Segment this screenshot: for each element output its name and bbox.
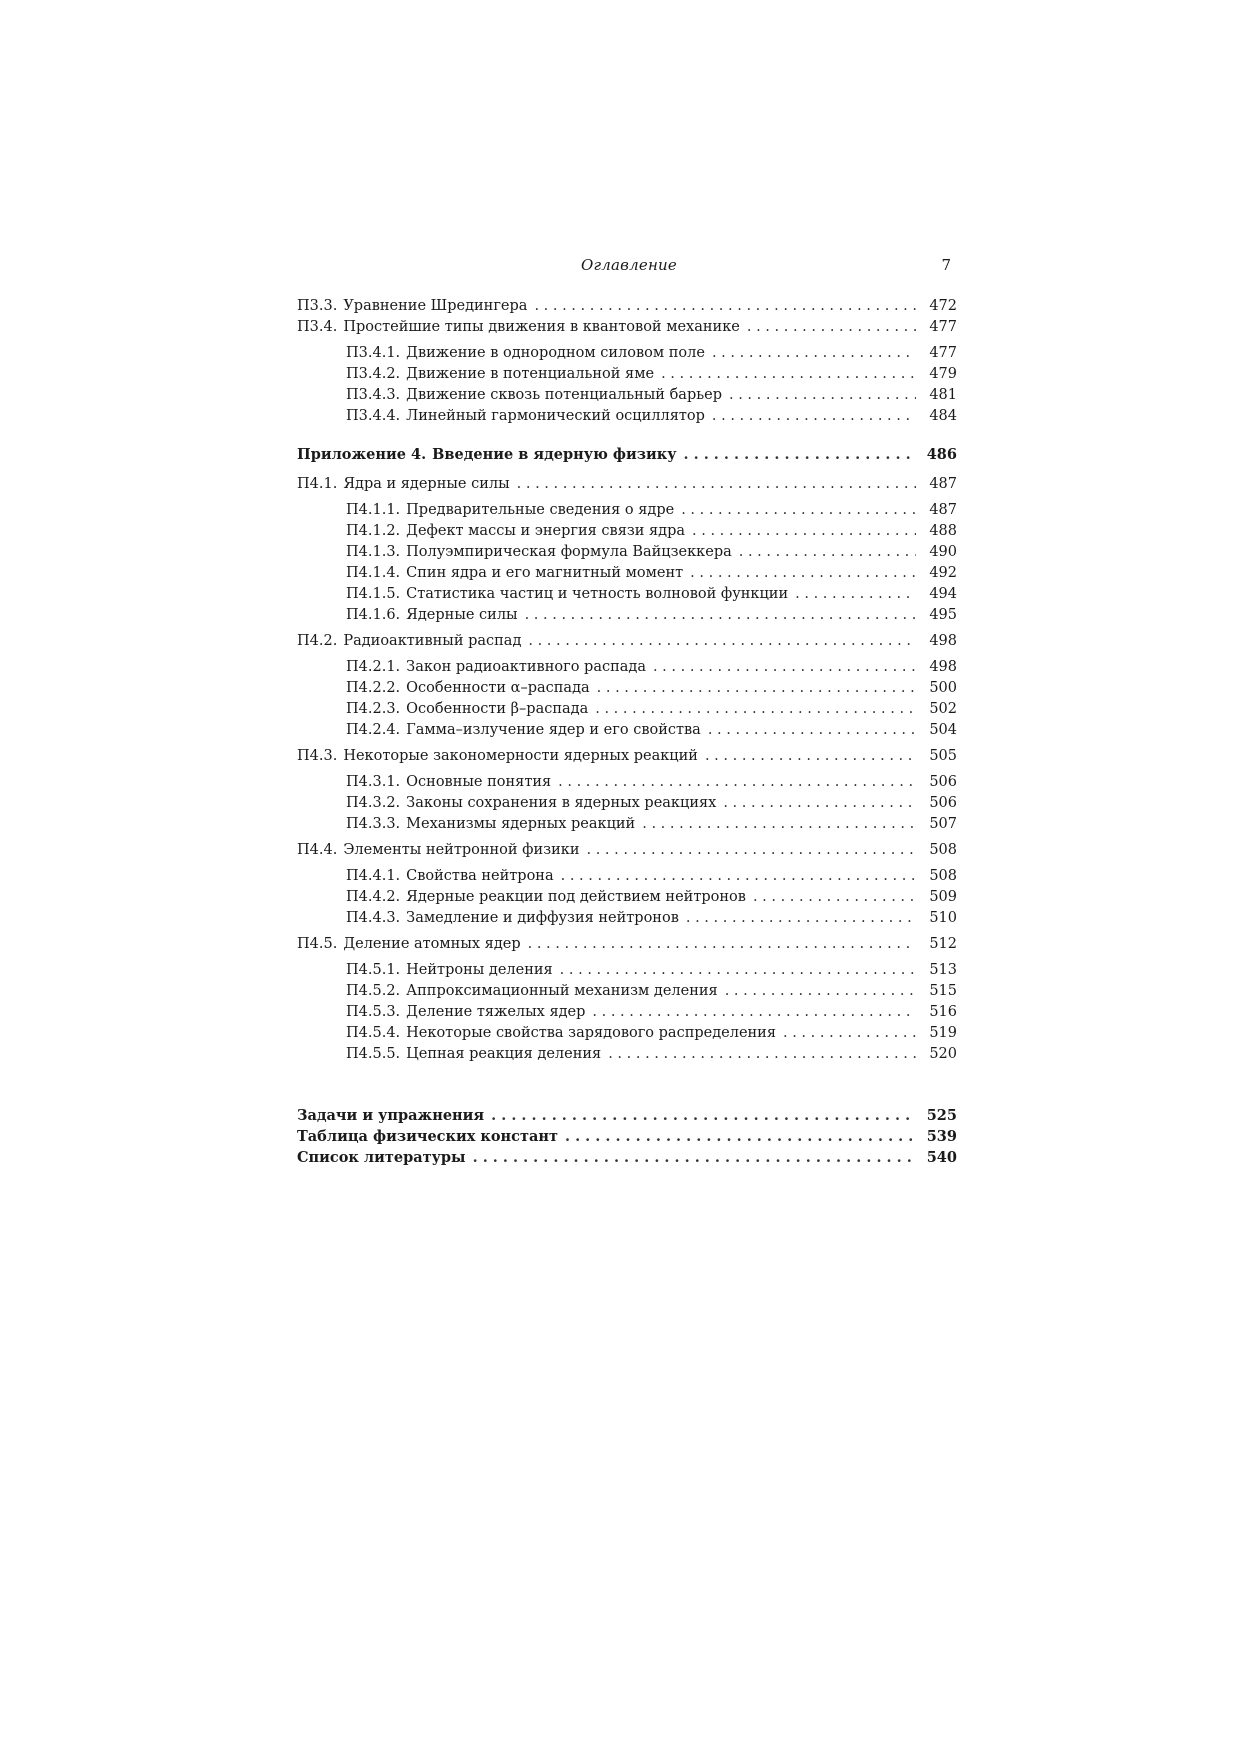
toc-entry[interactable] (297, 584, 961, 605)
toc-entry-page: 505 (929, 748, 957, 764)
toc-entry-page: 507 (929, 816, 957, 832)
table-of-contents (297, 296, 961, 1168)
toc-entry-number: П4.5.4. (346, 1025, 401, 1041)
toc-entry[interactable] (297, 720, 961, 741)
toc-entry-number: П4.3. (297, 748, 338, 764)
dot-leader (565, 1126, 912, 1147)
toc-entry[interactable] (297, 563, 961, 584)
toc-entry-title: Основные понятия (406, 774, 552, 790)
dot-leader (528, 631, 916, 652)
toc-entry-number: П4.3.1. (346, 774, 401, 790)
toc-entry[interactable] (297, 1023, 961, 1044)
toc-entry-page: 509 (929, 889, 957, 905)
toc-entry[interactable] (297, 793, 961, 814)
toc-entry-title: Свойства нейтрона (406, 868, 554, 884)
toc-entry-number: П3.4.2. (346, 366, 401, 382)
toc-entry-number: П4.1.2. (346, 523, 401, 539)
toc-entry-number: П4.5.3. (346, 1004, 401, 1020)
toc-entry-number: П4.4.2. (346, 889, 401, 905)
toc-entry-page: 494 (929, 586, 957, 602)
toc-entry[interactable] (297, 605, 961, 626)
toc-entry-title: Некоторые свойства зарядового распределения (406, 1025, 776, 1041)
dot-leader (534, 296, 916, 317)
toc-entry-number: П4.5.2. (346, 983, 401, 999)
toc-entry[interactable] (297, 1105, 961, 1126)
toc-entry-title: Нейтроны деления (406, 962, 553, 978)
toc-entry-page: 477 (929, 319, 957, 335)
toc-entry[interactable] (297, 1002, 961, 1023)
toc-entry-number: П4.1. (297, 476, 338, 492)
dot-leader (705, 746, 916, 767)
toc-entry-page: 490 (929, 544, 957, 560)
toc-entry-title: Элементы нейтронной физики (343, 842, 580, 858)
toc-entry-number: П4.3.3. (346, 816, 401, 832)
toc-entry-number: П4.5.5. (346, 1046, 401, 1062)
toc-entry-title: Радиоактивный распад (343, 633, 522, 649)
dot-leader (558, 772, 916, 793)
toc-entry-page: 487 (929, 476, 957, 492)
toc-entry-title: Механизмы ядерных реакций (406, 816, 636, 832)
dot-leader (608, 1044, 916, 1065)
toc-entry-title: Особенности β–распада (406, 701, 589, 717)
toc-entry-page: 492 (929, 565, 957, 581)
toc-entry-title: Замедление и диффузия нейтронов (406, 910, 679, 926)
toc-entry-page: 516 (929, 1004, 957, 1020)
toc-entry[interactable] (297, 1126, 961, 1147)
toc-entry-number: П4.2. (297, 633, 338, 649)
toc-entry[interactable] (297, 866, 961, 887)
toc-entry[interactable] (297, 406, 961, 427)
toc-entry-page: 515 (929, 983, 957, 999)
toc-entry-page: 512 (929, 936, 957, 952)
toc-entry[interactable] (297, 444, 961, 465)
toc-entry-number: П4.4.3. (346, 910, 401, 926)
toc-entry-page: 510 (929, 910, 957, 926)
toc-entry-number: П4.1.5. (346, 586, 401, 602)
toc-entry-page: 488 (929, 523, 957, 539)
toc-entry-title: Аппроксимационный механизм деления (406, 983, 718, 999)
toc-entry[interactable] (297, 814, 961, 835)
toc-entry-title: Цепная реакция деления (406, 1046, 602, 1062)
toc-entry-title: Законы сохранения в ядерных реакциях (406, 795, 717, 811)
dot-leader (525, 605, 916, 626)
dot-leader (491, 1105, 912, 1126)
toc-entry[interactable] (297, 343, 961, 364)
toc-entry-title: Закон радиоактивного распада (406, 659, 646, 675)
dot-leader (642, 814, 916, 835)
dot-leader (597, 678, 916, 699)
toc-entry[interactable] (297, 317, 961, 338)
toc-entry[interactable] (297, 500, 961, 521)
toc-entry-page: 508 (929, 842, 957, 858)
toc-entry-page: 481 (929, 387, 957, 403)
toc-entry-page: 506 (929, 795, 957, 811)
dot-leader (712, 406, 916, 427)
toc-entry-number: П3.4.1. (346, 345, 401, 361)
toc-entry-number: П4.2.4. (346, 722, 401, 738)
toc-entry-title: Таблица физических констант (297, 1128, 558, 1145)
toc-entry-number: П4.2.3. (346, 701, 401, 717)
dot-leader (795, 584, 916, 605)
toc-entry-page: 495 (929, 607, 957, 623)
toc-entry[interactable] (297, 772, 961, 793)
dot-leader (587, 840, 917, 861)
toc-entry-page: 486 (926, 446, 957, 463)
toc-entry[interactable] (297, 296, 961, 317)
toc-entry-page: 540 (926, 1149, 957, 1166)
running-head-title: Оглавление (581, 256, 677, 274)
dot-leader (739, 542, 916, 563)
toc-entry-title: Деление атомных ядер (343, 936, 521, 952)
toc-entry-number: П4.3.2. (346, 795, 401, 811)
toc-entry[interactable] (297, 699, 961, 720)
toc-entry-page: 539 (926, 1128, 957, 1145)
toc-entry-title: Задачи и упражнения (297, 1107, 485, 1124)
dot-leader (783, 1023, 916, 1044)
toc-entry-title: Дефект массы и энергия связи ядра (406, 523, 686, 539)
toc-entry-title: Простейшие типы движения в квантовой механике (343, 319, 740, 335)
toc-entry-title: Линейный гармонический осциллятор (406, 408, 705, 424)
toc-entry[interactable] (297, 474, 961, 495)
dot-leader (723, 793, 916, 814)
toc-entry-title: Деление тяжелых ядер (406, 1004, 586, 1020)
toc-entry-number: П3.4.3. (346, 387, 401, 403)
dot-leader (653, 657, 916, 678)
toc-entry-number: П4.1.1. (346, 502, 401, 518)
toc-entry-number: П3.4. (297, 319, 338, 335)
dot-leader (712, 343, 916, 364)
running-head (297, 256, 961, 278)
dot-leader (725, 981, 916, 1002)
toc-entry-title: Ядерные реакции под действием нейтронов (406, 889, 746, 905)
toc-entry-page: 498 (929, 633, 957, 649)
toc-entry[interactable] (297, 657, 961, 678)
dot-leader (592, 1002, 916, 1023)
toc-entry-page: 520 (929, 1046, 957, 1062)
toc-entry[interactable] (297, 746, 961, 767)
dot-leader (692, 521, 916, 542)
dot-leader (528, 934, 916, 955)
dot-leader (681, 500, 916, 521)
toc-entry[interactable] (297, 960, 961, 981)
toc-entry-number: П4.2.2. (346, 680, 401, 696)
toc-entry-title: Введение в ядерную физику (432, 446, 677, 463)
page-number: 7 (941, 256, 951, 274)
toc-entry[interactable] (297, 908, 961, 929)
toc-entry-title: Движение в потенциальной яме (406, 366, 655, 382)
toc-entry-title: Некоторые закономерности ядерных реакций (343, 748, 698, 764)
toc-entry-page: 500 (929, 680, 957, 696)
dot-leader (747, 317, 916, 338)
toc-entry-number: Приложение 4. (297, 446, 427, 463)
toc-entry-title: Список литературы (297, 1149, 466, 1166)
toc-entry-page: 487 (929, 502, 957, 518)
dot-leader (753, 887, 916, 908)
dot-leader (517, 474, 916, 495)
dot-leader (473, 1147, 912, 1168)
toc-entry-title: Движение сквозь потенциальный барьер (406, 387, 722, 403)
toc-entry-title: Движение в однородном силовом поле (406, 345, 705, 361)
toc-entry-page: 519 (929, 1025, 957, 1041)
dot-leader (686, 908, 916, 929)
toc-entry-page: 484 (929, 408, 957, 424)
toc-entry-number: П3.3. (297, 298, 338, 314)
toc-entry[interactable] (297, 678, 961, 699)
toc-entry-number: П4.5. (297, 936, 338, 952)
toc-entry-number: П3.4.4. (346, 408, 401, 424)
toc-entry-page: 498 (929, 659, 957, 675)
toc-entry-title: Предварительные сведения о ядре (406, 502, 675, 518)
toc-entry-number: П4.4.1. (346, 868, 401, 884)
toc-entry-number: П4.1.6. (346, 607, 401, 623)
toc-entry-page: 508 (929, 868, 957, 884)
toc-entry-page: 502 (929, 701, 957, 717)
dot-leader (561, 866, 916, 887)
toc-entry-number: П4.5.1. (346, 962, 401, 978)
toc-entry-page: 477 (929, 345, 957, 361)
toc-entry-title: Ядра и ядерные силы (343, 476, 510, 492)
toc-entry[interactable] (297, 542, 961, 563)
toc-entry-page: 479 (929, 366, 957, 382)
toc-entry-title: Спин ядра и его магнитный момент (406, 565, 684, 581)
dot-leader (661, 364, 916, 385)
dot-leader (684, 444, 913, 465)
toc-entry[interactable] (297, 840, 961, 861)
toc-entry-number: П4.1.3. (346, 544, 401, 560)
toc-entry-page: 472 (929, 298, 957, 314)
dot-leader (595, 699, 916, 720)
toc-entry-title: Ядерные силы (406, 607, 518, 623)
dot-leader (708, 720, 916, 741)
toc-entry[interactable] (297, 521, 961, 542)
toc-entry-page: 504 (929, 722, 957, 738)
toc-entry-number: П4.2.1. (346, 659, 401, 675)
toc-entry-title: Статистика частиц и четность волновой функции (406, 586, 789, 602)
toc-entry[interactable] (297, 385, 961, 406)
toc-entry-number: П4.4. (297, 842, 338, 858)
dot-leader (560, 960, 916, 981)
toc-entry[interactable] (297, 631, 961, 652)
toc-entry-title: Гамма–излучение ядер и его свойства (406, 722, 701, 738)
toc-entry-number: П4.1.4. (346, 565, 401, 581)
toc-entry[interactable] (297, 934, 961, 955)
toc-entry-title: Полуэмпирическая формула Вайцзеккера (406, 544, 732, 560)
toc-entry-page: 506 (929, 774, 957, 790)
toc-entry[interactable] (297, 887, 961, 908)
toc-entry-page: 525 (926, 1107, 957, 1124)
toc-entry-page: 513 (929, 962, 957, 978)
toc-entry[interactable] (297, 364, 961, 385)
toc-entry[interactable] (297, 1147, 961, 1168)
toc-entry-title: Особенности α–распада (406, 680, 590, 696)
toc-entry[interactable] (297, 981, 961, 1002)
toc-entry[interactable] (297, 1044, 961, 1065)
dot-leader (729, 385, 916, 406)
dot-leader (690, 563, 916, 584)
toc-entry-title: Уравнение Шредингера (343, 298, 528, 314)
